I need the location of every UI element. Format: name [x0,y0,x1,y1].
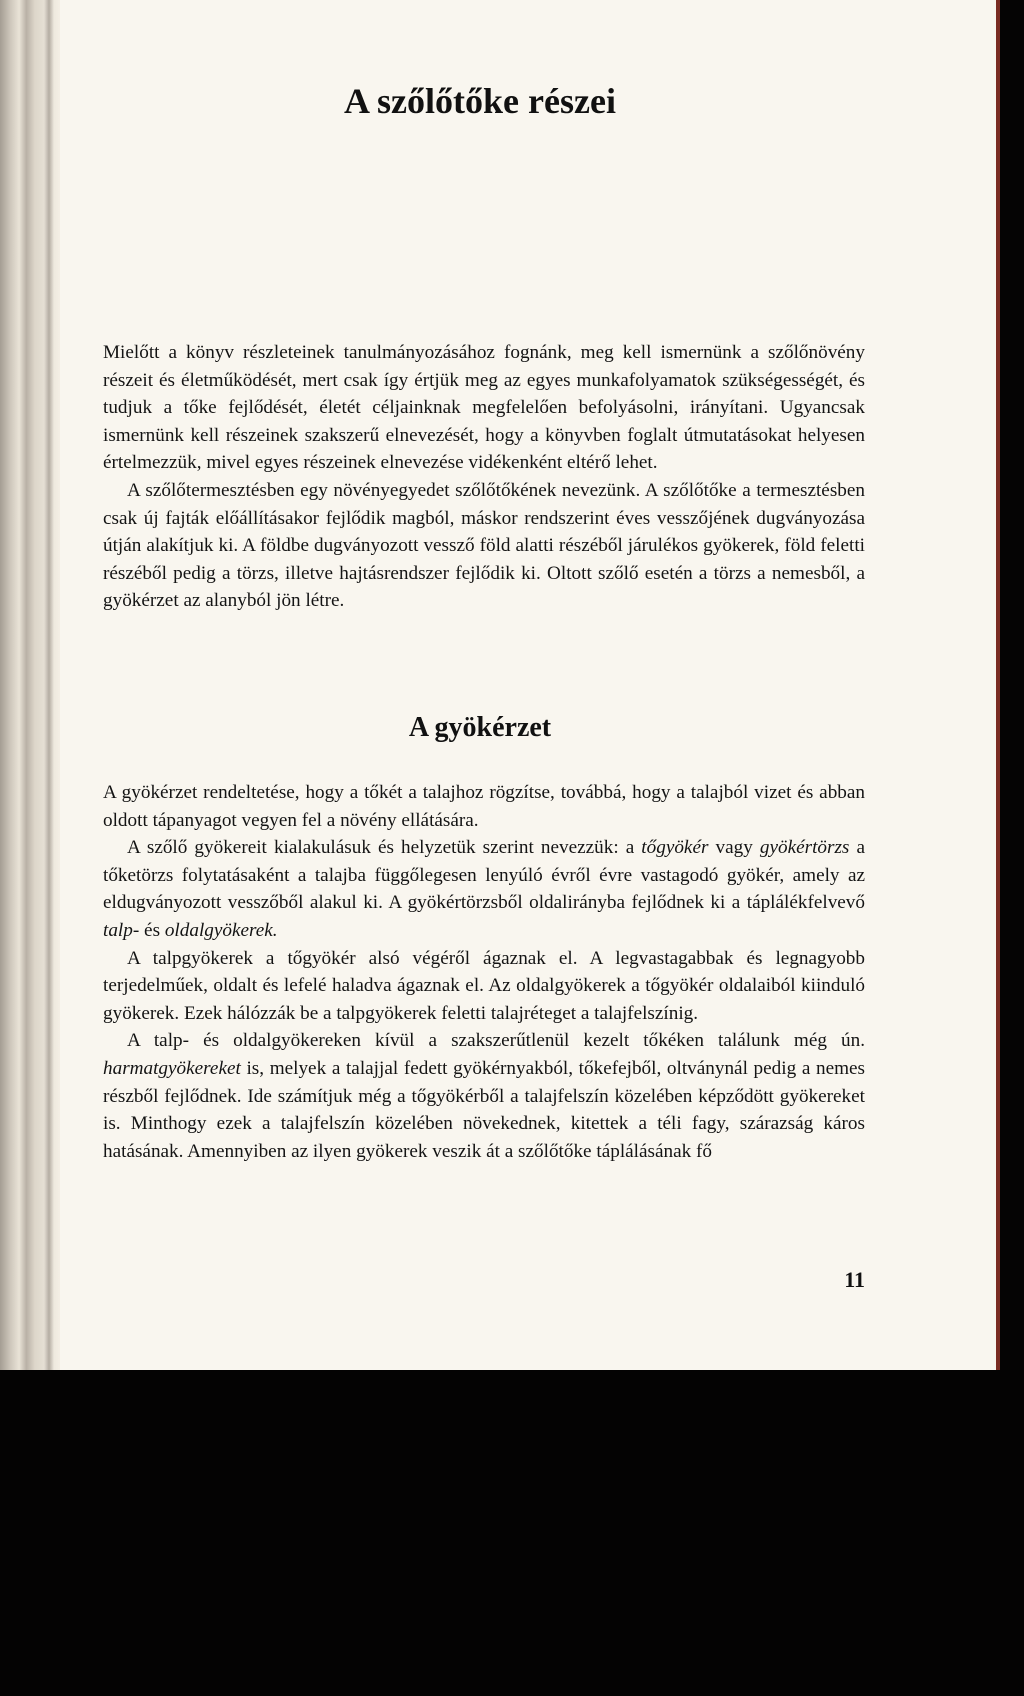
section-heading: A gyökérzet [408,712,552,743]
paragraph: A talpgyökerek a tőgyökér alsó végéről ágaznak el. A legvastagabbak és legnagyobb terjedelműek, oldalt és lefelé haladva ágaznak el. Az oldalgyökerek a tőgyökér oldalaiból kiinduló gyökerek. Ezek hálózzák be a talpgyökerek feletti talajréteget a talajfelszínig. [103,947,865,1024]
paragraph: Mielőtt a könyv részleteinek tanulmányozásához fognánk, meg kell ismernünk a szőlőnövény részeit és életműködését, mert csak így értjük meg az egyes munkafolyamatok szükségességét, és tudjuk a tőke fejlődését, életét céljainknak megfelelően befolyásolni, irányítani. Ugyancsak ismernünk kell részeinek szakszerű elnevezését, hogy a könyvben foglalt útmutatásokat helyesen értelmezzük, mivel egyes részeinek elnevezése vidékenként eltérő lehet. [103,342,865,474]
chapter-title: A szőlőtőke részei [344,81,616,121]
paragraph [103,1027,865,1165]
italic-term: gyökértörzs [759,837,850,859]
text-run: a tőketörzs folytatásaként a talajba függőlegesen lenyúló évről évre vastagodó gyökér, amely az eldugványozott vesszőből alakul ki. A gyökértörzsből oldalirányba fejlődnek ki a táplálékfelvevő [103,837,865,914]
paragraph: A gyökérzet rendeltetése, hogy a tőkét a talajhoz rögzítse, továbbá, hogy a talajból vizet és abban oldott tápanyagot vegyen fel a növény ellátására. [103,782,865,831]
section-text [103,779,865,1165]
text-run: vagy [708,837,760,859]
text-run: is, melyek a talajjal fedett gyökérnyakból, tőkefejből, oltványnál pedig a nemes részből fejlődnek. Ide számítjuk még a tőgyökérből a talajfelszín közelében képződött gyökereket is. Minthogy ezek a talajfelszín közelében növekednek, kitettek a téli fagy, szárazság káros hatásának. Amennyiben az ilyen gyökerek veszik át a szőlőtőke táplálásának fő [103,1057,865,1162]
page-edge [996,0,1000,1370]
paragraph [103,834,865,944]
italic-term: talp- [103,919,140,941]
italic-term: tőgyökér [641,837,709,859]
text-run: és [139,919,165,941]
page-number: 11 [844,1267,865,1292]
paragraph: A szőlőtermesztésben egy növényegyedet szőlőtőkének nevezünk. A szőlőtőke a termesztésben csak új fajták előállításakor fejlődik magból, máskor rendszerint éves vesszőjének dugványozása útján alakítjuk ki. A földbe dugványozott vessző föld alatti részéből járulékos gyökerek, föld feletti részéből pedig a törzs, illetve hajtásrendszer fejlődik ki. Oltott szőlő esetén a törzs a nemesből, a gyökérzet az alanyból jön létre. [103,479,865,612]
gutter-shadow [44,0,54,1370]
text-run: A talp- és oldalgyökereken kívül a szakszerűtlenül kezelt tőkéken találunk még ún. [127,1030,865,1052]
scan-background [0,1370,1024,1696]
italic-term: harmatgyökereket [103,1057,241,1079]
italic-term: oldalgyökerek. [164,919,278,941]
text-run: A szőlő gyökereit kialakulásuk és helyzetük szerint nevezzük: a [127,837,642,859]
intro-text [103,339,865,615]
